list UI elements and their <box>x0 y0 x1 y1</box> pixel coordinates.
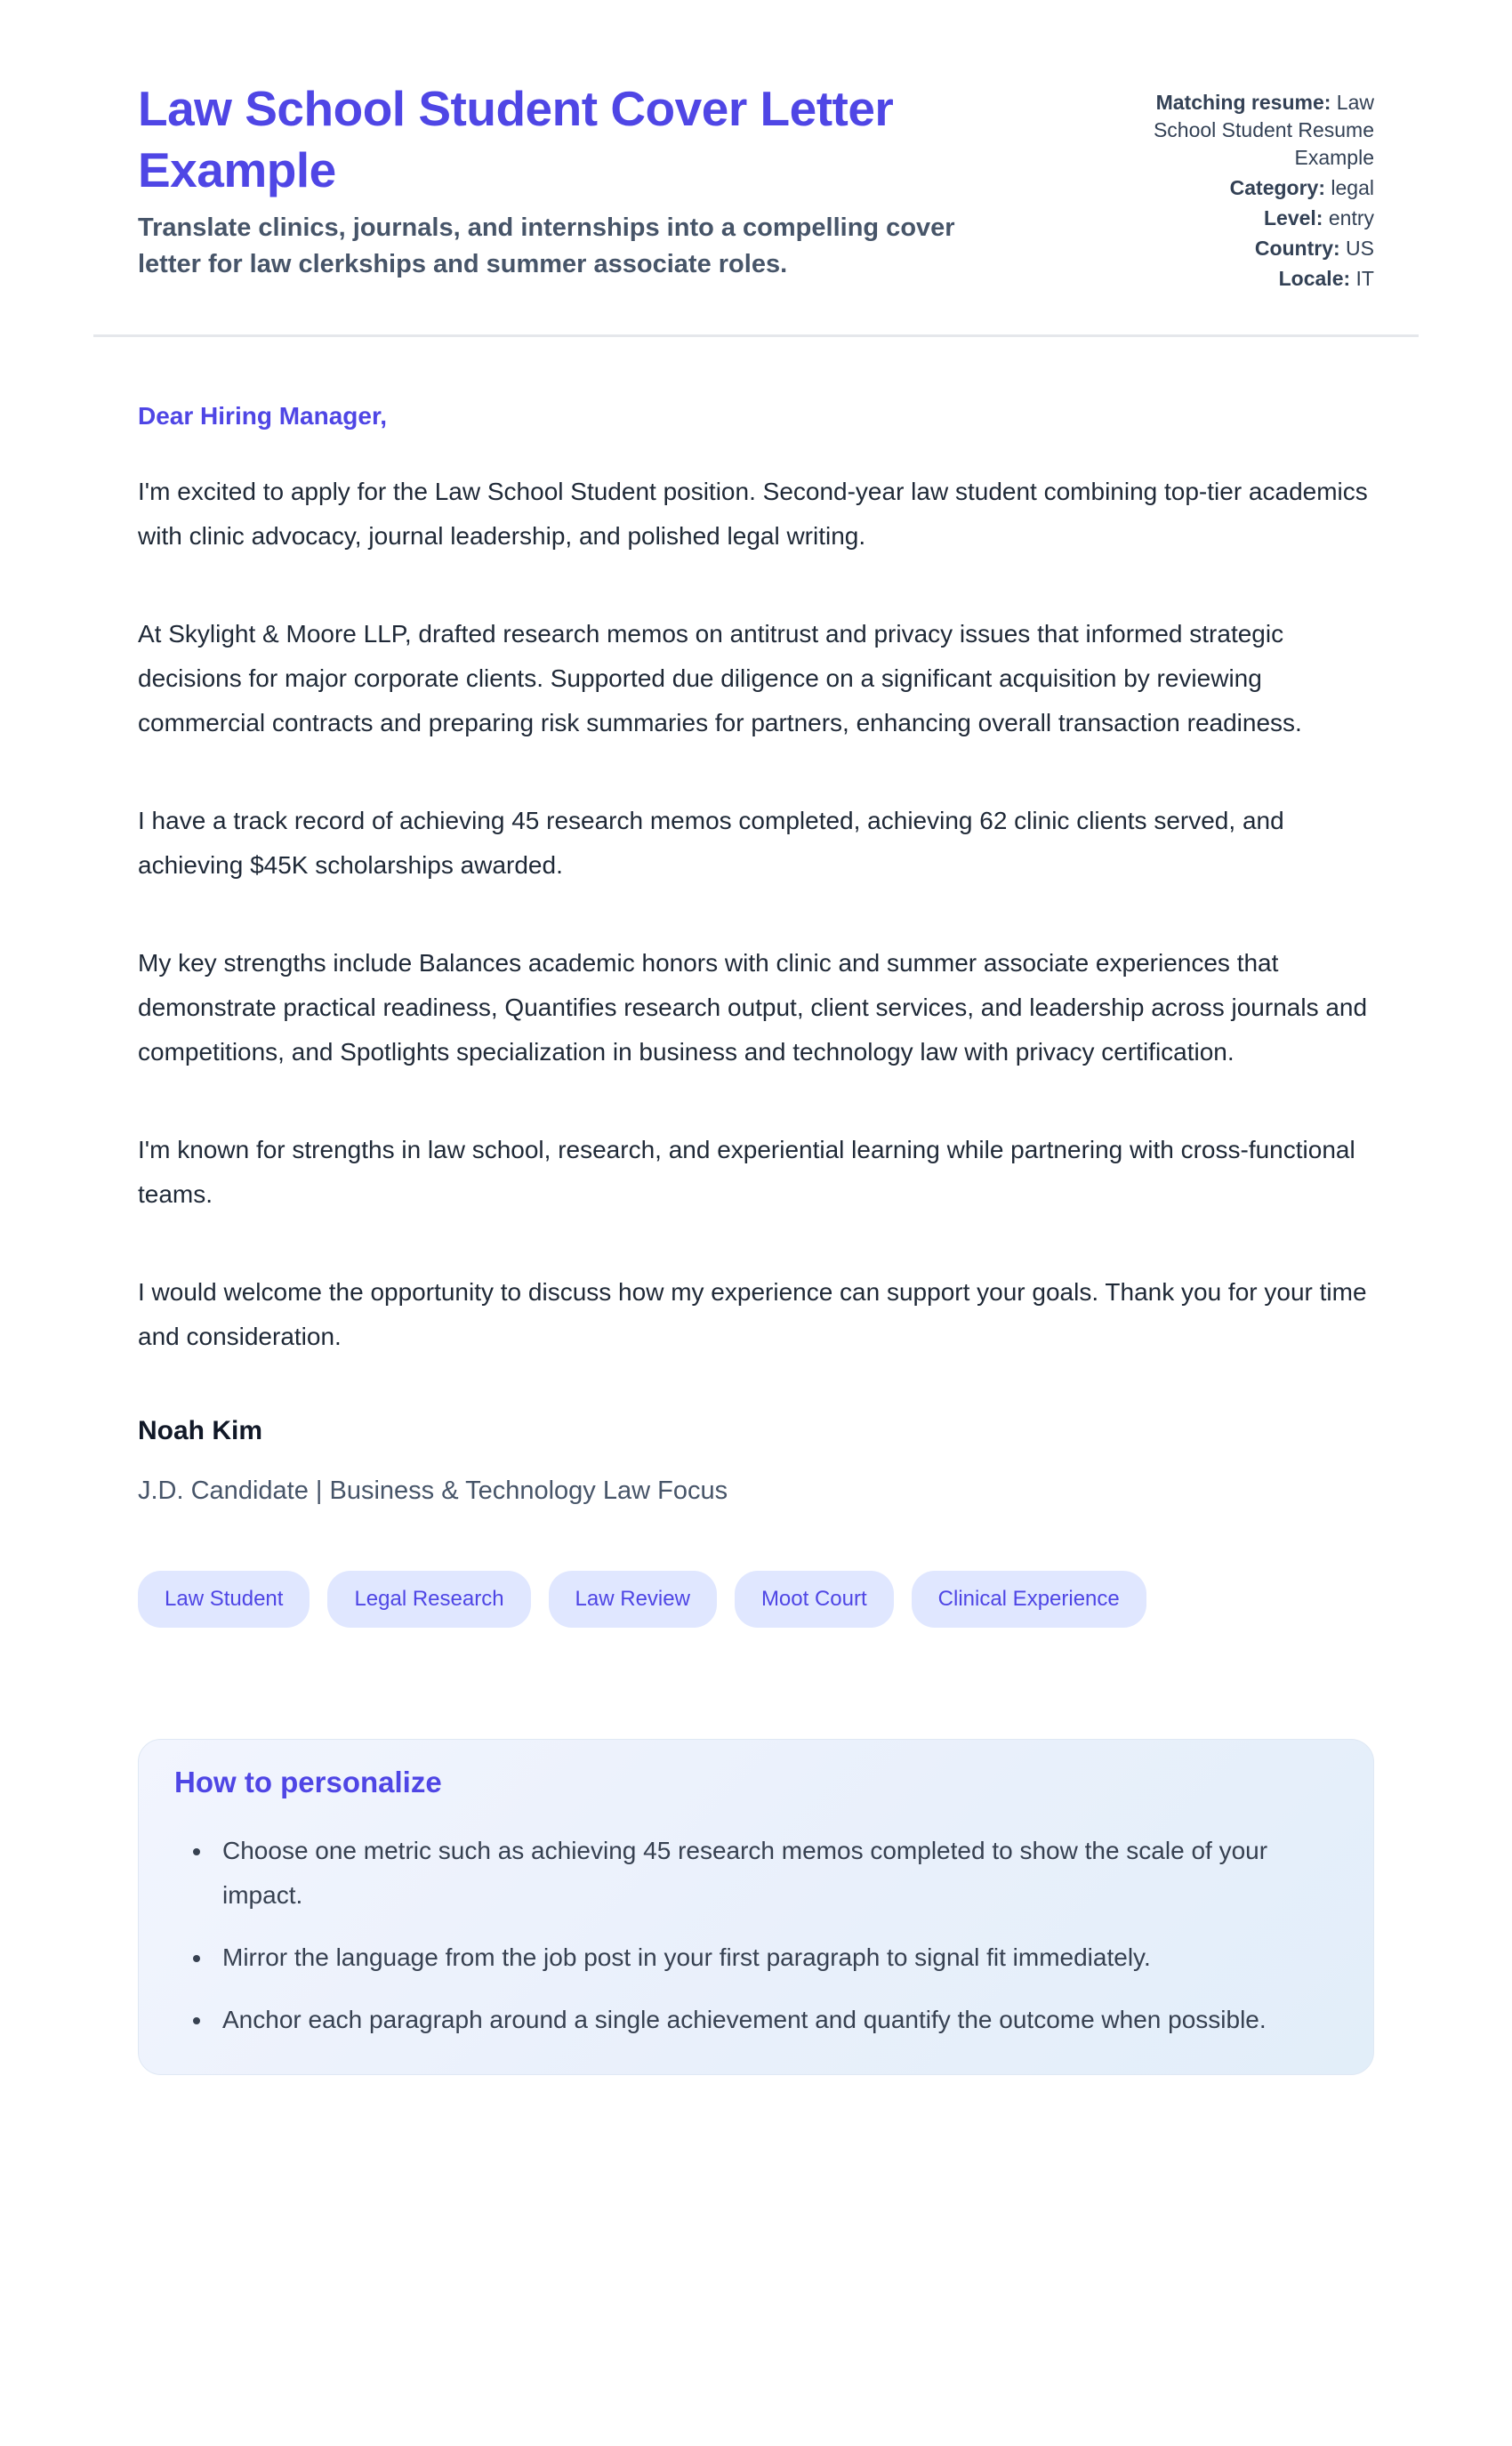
personalize-tip-2: • Mirror the language from the job post in your first paragraph to signal fit immediately. <box>213 1935 1338 1980</box>
meta-row-country <box>1094 235 1374 262</box>
meta-value: US <box>1346 237 1374 260</box>
meta-label: Level: <box>1263 206 1323 229</box>
resume-meta <box>1094 78 1374 295</box>
signature-role: J.D. Candidate | Business & Technology Law Focus <box>138 1476 728 1505</box>
meta-row-matching-resume <box>1094 89 1374 172</box>
signature-name: Noah Kim <box>138 1416 263 1445</box>
tag-clinical-experience[interactable]: Clinical Experience <box>912 1571 1146 1628</box>
personalize-tip-list <box>174 1829 1338 2042</box>
letter-paragraph-1: I'm excited to apply for the Law School Student position. Second-year law student combining top-tier academics with clinic advocacy, journal leadership, and polished legal writing. <box>138 478 1368 550</box>
personalize-heading: How to personalize <box>174 1766 442 1798</box>
personalize-tip-1: • Choose one metric such as achieving 45 research memos completed to show the scale of your impact. <box>213 1829 1338 1918</box>
cover-letter-body <box>93 337 1419 2075</box>
meta-row-category <box>1094 174 1374 202</box>
page <box>93 0 1419 2075</box>
meta-value: Law School Student Resume Example <box>1153 91 1374 169</box>
page-subtitle: Translate clinics, journals, and internships into a compelling cover letter for law clerkships and summer associate roles. <box>138 213 955 278</box>
personalize-tip-3: • Anchor each paragraph around a single achievement and quantify the outcome when possible. <box>213 1998 1338 2042</box>
meta-value: legal <box>1331 176 1374 199</box>
header <box>93 78 1419 295</box>
letter-paragraph-5: I'm known for strengths in law school, research, and experiential learning while partnering with cross-functional teams. <box>138 1136 1355 1208</box>
tag-moot-court[interactable]: Moot Court <box>735 1571 894 1628</box>
meta-label: Locale: <box>1278 267 1351 290</box>
meta-value: IT <box>1355 267 1374 290</box>
meta-label: Category: <box>1229 176 1325 199</box>
letter-paragraph-4: My key strengths include Balances academic honors with clinic and summer associate experiences that demonstrate practical readiness, Quantifies research output, client services, and leadership across journals and competitions, and Spotlights specialization in business and technology law with privacy certification. <box>138 949 1368 1066</box>
letter-paragraph-2: At Skylight & Moore LLP, drafted research memos on antitrust and privacy issues that informed strategic decisions for major corporate clients. Supported due diligence on a significant acquisition by reviewing commercial contracts and preparing risk summaries for partners, enhancing overall transaction readiness. <box>138 620 1302 736</box>
letter-paragraph-6: I would welcome the opportunity to discuss how my experience can support your goals. Thank you for your time and consideration. <box>138 1278 1367 1350</box>
meta-label: Country: <box>1254 237 1340 260</box>
letter-paragraph-3: I have a track record of achieving 45 research memos completed, achieving 62 clinic clients served, and achieving $45K scholarships awarded. <box>138 807 1284 879</box>
meta-row-level <box>1094 205 1374 232</box>
meta-row-locale <box>1094 265 1374 293</box>
header-title-block <box>138 78 1081 283</box>
tag-law-review[interactable]: Law Review <box>549 1571 717 1628</box>
personalize-box <box>138 1739 1374 2075</box>
meta-label: Matching resume: <box>1155 91 1331 114</box>
meta-value: entry <box>1328 206 1374 229</box>
page-title: Law School Student Cover Letter Example <box>138 81 894 197</box>
salutation: Dear Hiring Manager, <box>138 402 388 430</box>
tag-law-student[interactable]: Law Student <box>138 1571 310 1628</box>
tag-list <box>138 1571 1374 1628</box>
tag-legal-research[interactable]: Legal Research <box>327 1571 530 1628</box>
